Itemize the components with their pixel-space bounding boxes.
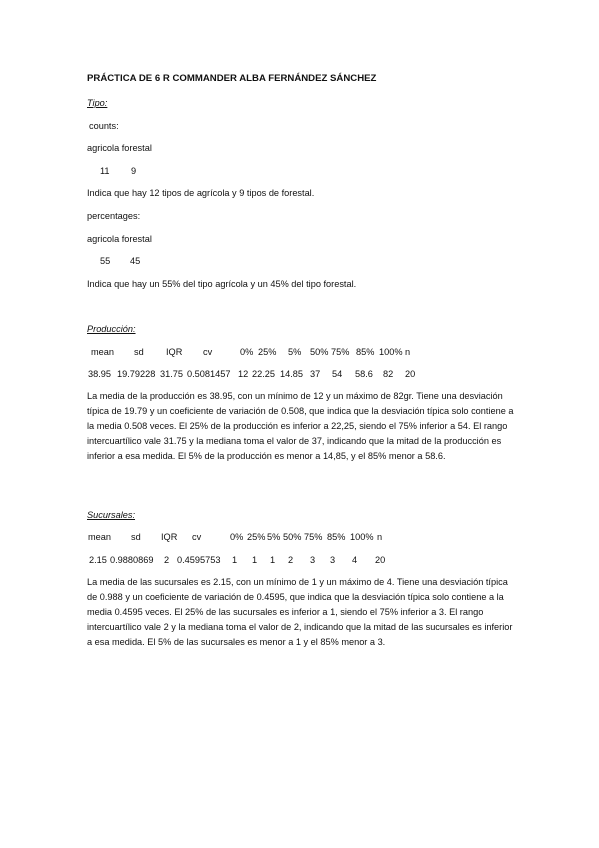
sucursales-value-iqr: 2 — [164, 555, 170, 565]
sucursales-value-p85: 3 — [330, 555, 336, 565]
sucursales-value-n: 20 — [375, 555, 386, 565]
sucursales-value-p0: 1 — [232, 555, 238, 565]
produccion-header-iqr: IQR — [166, 347, 183, 357]
sucursales-interpretation: La media de las sucursales es 2.15, con un mínimo de 1 y un máximo de 4. Tiene una desviación típica de 0.988 y un coeficiente de variación de 0.4595, que indica que la desviación típica solo contiene a la media 0.4595 veces. El 25% de las sucursales es inferior a 1, siendo el 75% inferior a 3. El rango intercuartílico vale 2 y la mediana toma el valor de 2, indicando que la mitad de las sucursales es inferior a esa medida. El 5% de las sucursales es menor a 1 y el 85% menor a 3. — [87, 577, 513, 647]
sucursales-header-n: n — [377, 532, 383, 542]
produccion-value-p75: 54 — [332, 369, 343, 379]
sucursales-header-p85: 85% — [327, 532, 346, 542]
sucursales-value-cv: 0.4595753 — [177, 555, 221, 565]
sucursales-value-mean: 2.15 — [89, 555, 107, 565]
document-title: PRÁCTICA DE 6 R COMMANDER ALBA FERNÁNDEZ SÁNCHEZ — [87, 73, 377, 84]
sucursales-value-p25: 1 — [252, 555, 258, 565]
percentages-categories: agricola forestal — [87, 234, 152, 244]
produccion-value-sd: 19.79228 — [117, 369, 156, 379]
produccion-header-p25: 25% — [258, 347, 277, 357]
produccion-header-p85: 85% — [356, 347, 375, 357]
sucursales-header-mean: mean — [88, 532, 111, 542]
percent-value-agricola: 55 — [100, 256, 111, 266]
produccion-header-mean: mean — [91, 347, 114, 357]
percent-value-forestal: 45 — [130, 256, 141, 266]
counts-label: counts: — [89, 121, 119, 131]
sucursales-value-p5: 1 — [270, 555, 276, 565]
produccion-header-p100: 100% — [379, 347, 403, 357]
counts-value-agricola: 11 — [100, 166, 110, 176]
sucursales-header-p5: 5% — [267, 532, 281, 542]
produccion-header-p50: 50% — [310, 347, 329, 357]
produccion-heading: Producción: — [87, 324, 136, 334]
sucursales-heading: Sucursales: — [87, 510, 136, 520]
produccion-header-p5: 5% — [288, 347, 302, 357]
produccion-value-p85: 58.6 — [355, 369, 373, 379]
produccion-header-p0: 0% — [240, 347, 254, 357]
sucursales-header-p50: 50% — [283, 532, 302, 542]
sucursales-header-iqr: IQR — [161, 532, 178, 542]
produccion-value-n: 20 — [405, 369, 416, 379]
percentages-interpretation: Indica que hay un 55% del tipo agrícola y un 45% del tipo forestal. — [87, 279, 357, 289]
percentages-label: percentages: — [87, 211, 141, 221]
produccion-value-p5: 14.85 — [280, 369, 303, 379]
produccion-value-mean: 38.95 — [88, 369, 111, 379]
produccion-interpretation: La media de la producción es 38.95, con un mínimo de 12 y un máximo de 82gr. Tiene una desviación típica de 19.79 y un coeficiente de variación de 0.508, que indica que la desviación típica solo contiene a la media 0.508 veces. El 25% de la producción es inferior a 22,25, siendo el 75% inferior a 54. El rango intercuartílico vale 31.75 y la mediana toma el valor de 37, indicando que la mitad de la producción es inferior a esa medida. El 5% de la producción es menor a 14,85, y el 85% menor a 58.6. — [87, 391, 514, 461]
produccion-header-cv: cv — [203, 347, 213, 357]
tipo-heading: Tipo: — [87, 98, 108, 108]
sucursales-header-sd: sd — [131, 532, 141, 542]
produccion-value-p25: 22.25 — [252, 369, 275, 379]
sucursales-value-p50: 2 — [288, 555, 294, 565]
produccion-value-cv: 0.5081457 — [187, 369, 231, 379]
sucursales-header-p25: 25% — [247, 532, 266, 542]
produccion-value-p100: 82 — [383, 369, 394, 379]
counts-interpretation: Indica que hay 12 tipos de agrícola y 9 tipos de forestal. — [87, 188, 315, 198]
produccion-value-iqr: 31.75 — [160, 369, 183, 379]
sucursales-value-p100: 4 — [352, 555, 358, 565]
counts-categories: agricola forestal — [87, 143, 152, 153]
sucursales-header-p0: 0% — [230, 532, 244, 542]
produccion-value-p50: 37 — [310, 369, 321, 379]
counts-value-forestal: 9 — [131, 166, 137, 176]
produccion-header-p75: 75% — [331, 347, 350, 357]
produccion-header-n: n — [405, 347, 411, 357]
sucursales-header-p100: 100% — [350, 532, 374, 542]
sucursales-header-cv: cv — [192, 532, 202, 542]
sucursales-header-p75: 75% — [304, 532, 323, 542]
produccion-header-sd: sd — [134, 347, 144, 357]
sucursales-value-p75: 3 — [310, 555, 316, 565]
sucursales-value-sd: 0.9880869 — [110, 555, 154, 565]
produccion-value-p0: 12 — [238, 369, 249, 379]
